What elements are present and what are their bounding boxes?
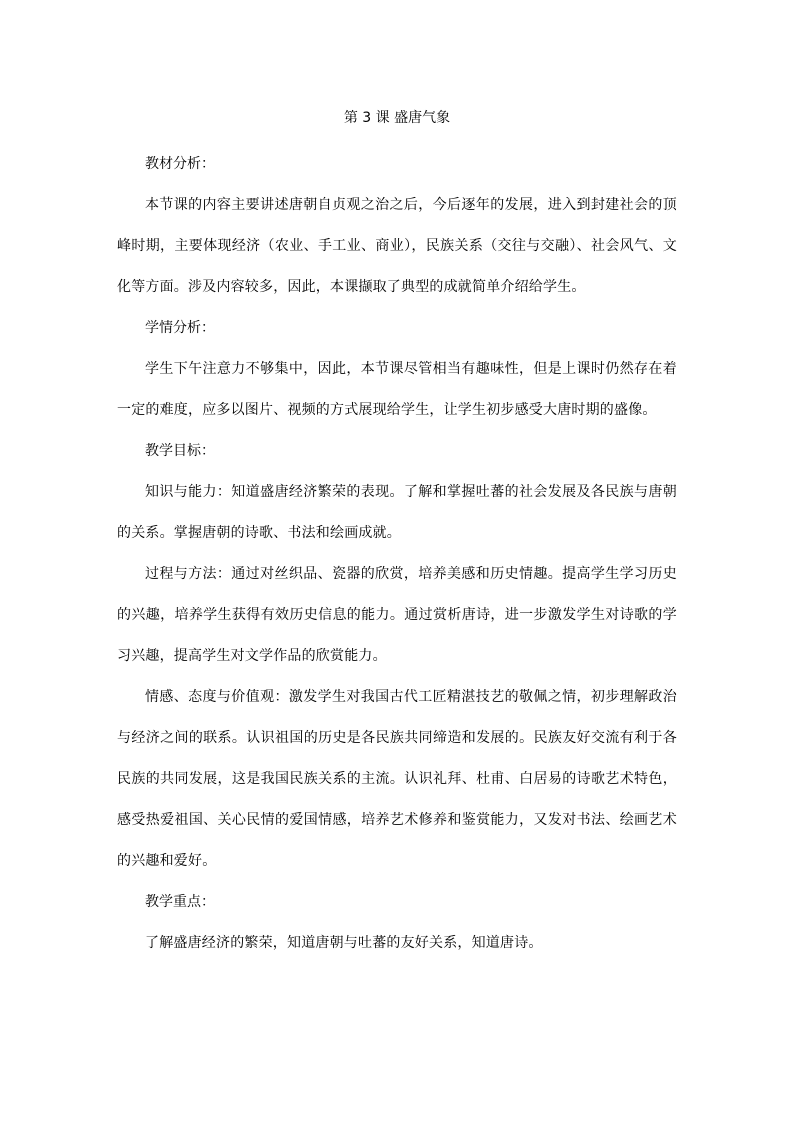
paragraph-student-analysis: 学生下午注意力不够集中，因此，本节课尽管相当有趣味性，但是上课时仍然存在着一定的难度，应多以图片、视频的方式展现给学生，让学生初步感受大唐时期的盛像。	[117, 361, 677, 418]
paragraph-goal-emotion: 情感、态度与价值观：激发学生对我国古代工匠精湛技艺的敬佩之情，初步理解政治与经济之间的联系。认识祖国的历史是各民族共同缔造和发展的。民族友好交流有利于各民族的共同发展，这是我国民族关系的主流。认识礼拜、杜甫、白居易的诗歌艺术特色，感受热爱祖国、关心民情的爱国情感，培养艺术修养和鉴赏能力，又发对书法、绘画艺术的兴趣和爱好。	[117, 689, 677, 869]
paragraph-key-points: 了解盛唐经济的繁荣，知道唐朝与吐蕃的友好关系，知道唐诗。	[145, 935, 543, 951]
section-heading-key-points: 教学重点：	[145, 894, 215, 910]
paragraph-textbook-analysis: 本节课的内容主要讲述唐朝自贞观之治之后，今后逐年的发展，进入到封建社会的顶峰时期，主要体现经济（农业、手工业、商业），民族关系（交往与交融）、社会风气、文化等方面。涉及内容较多，因此，本课撷取了典型的成就简单介绍给学生。	[117, 197, 677, 295]
paragraph-goal-knowledge: 知识与能力：知道盛唐经济繁荣的表现。了解和掌握吐蕃的社会发展及各民族与唐朝的关系。掌握唐朝的诗歌、书法和绘画成就。	[117, 484, 677, 541]
paragraph-goal-process: 过程与方法：通过对丝织品、瓷器的欣赏，培养美感和历史情趣。提高学生学习历史的兴趣，培养学生获得有效历史信息的能力。通过赏析唐诗，进一步激发学生对诗歌的学习兴趣，提高学生对文学作品的欣赏能力。	[117, 566, 677, 664]
section-heading-teaching-goals: 教学目标：	[145, 443, 215, 459]
section-heading-textbook-analysis: 教材分析：	[145, 156, 215, 172]
page-title: 第 3 课 盛唐气象	[343, 110, 451, 126]
section-heading-student-analysis: 学情分析：	[145, 320, 215, 336]
document-page	[117, 104, 677, 964]
